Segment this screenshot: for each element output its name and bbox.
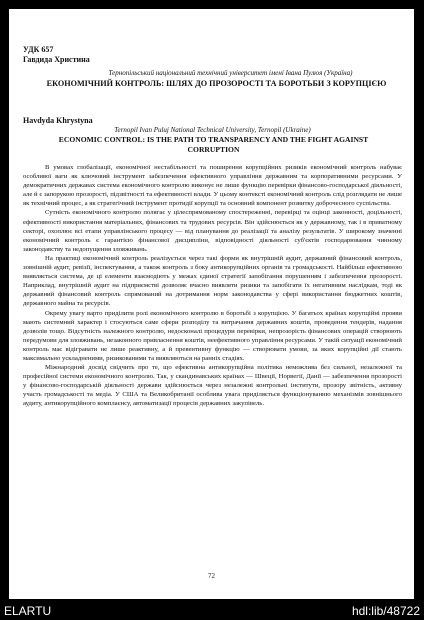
body-text	[23, 163, 402, 409]
paragraph: Окрему увагу варто приділити ролі економічного контролю в боротьбі з корупцією. У багатьох країнах корупційні прояви мають системний характер і стосуються саме сфери розподілу та витрачання державних коштів, проведення тендерів, надання дозволів тощо. Відсутність належного контролю, недосконалі процедури перевірки, непрозорість фінансових операцій створюють передумови для зловживань, незаконного привласнення коштів, неефективного управління ресурсами. У такій ситуації економічний контроль має відігравати не лише реактивну, а й превентивну функцію — створювати умови, за яких корупційні дії стають максимально ускладненими, ризикованими та виявляються на ранніх стадіях.	[23, 309, 402, 362]
paragraph: В умовах глобалізації, економічної нестабільності та поширення корупційних ризиків економічний контроль набуває особливої ваги як ключовий інструмент забезпечення ефективного управління державним та корпоративними ресурсами. У демократичних державах система економічного контролю виконує не лише функцію перевірки фінансово-господарської діяльності, але й є запорукою прозорості, підзвітності та ефективності влади. У цьому контексті економічний контроль слід розглядати не лише як технічний процес, а як стратегічний інструмент протидії корупції та основний компонент розвитку доброчесного суспільства.	[23, 164, 402, 208]
udk-code: УДК 657	[23, 45, 54, 54]
paragraph: Міжнародний досвід свідчить про те, що ефективна антикорупційна політика неможлива без сильної, незалежної та професійної системи економічного контролю. Так, у скандинавських країнах — Швеції, Норвегії, Данії — забезпечення прозорості у фінансово-господарській діяльності держави здійснюється через незалежні контрольні інститути, прозору звітність, активну участь громадськості та медіа. У США та Великобританії особлива увага приділяється функціонуванню механізмів зовнішнього аудиту, антикорупційного комплаєнсу, автоматизації процесів державних закупівель.	[23, 364, 402, 408]
paragraph: Сутність економічного контролю полягає у цілеспрямованому спостереженні, перевірці та оцінці законності, доцільності, ефективності використання матеріальних, фінансових та трудових ресурсів. Він здійснюється як у державному, так і в приватному секторі, охоплює всі етапи управлінського процесу — від планування до реалізації та аналізу результатів. У широкому значенні економічний контроль є гарантією фінансової дисципліни, відповідності діяльності суб'єктів господарювання чинному законодавству та недопущення зловживань.	[23, 209, 402, 253]
document-page	[9, 9, 414, 599]
affiliation-en: Ternopil Ivan Puluj National Technical University, Ternopil (Ukraine)	[114, 126, 311, 134]
footer-bar	[0, 600, 424, 620]
title-ua: ЕКОНОМІЧНИЙ КОНТРОЛЬ: ШЛЯХ ДО ПРОЗОРОСТІ ТА БОРОТЬБИ З КОРУПЦІЄЮ	[46, 79, 387, 88]
affiliation-ua: Тернопільський національний технічний університет імені Івана Пулюя (Україна)	[108, 69, 353, 77]
author-name-ua: Гавдида Христина	[23, 55, 90, 64]
author-name-en: Havdyda Khrystyna	[23, 116, 93, 125]
handle-id: hdl:lib/48722	[351, 604, 420, 618]
page-number: 72	[208, 572, 215, 580]
repository-name: ELARTU	[4, 604, 52, 618]
paragraph: На практиці економічний контроль реалізується через такі форми як внутрішній аудит, державний фінансовий контроль, зовнішній аудит, ревізії, інспектування, а також контроль з боку антикорупційних органів та громадськості. Найбільш ефективною виявляється система, де ці елементи взаємодіють у межах єдиної стратегії запобігання порушенням і забезпечення прозорості. Наприклад, внутрішній аудит на підприємстві дозволяє вчасно виявляти ризики та запобігати їх негативним наслідкам, тоді як державний фінансовий контроль спрямований на дотримання норм законодавства у сфері використання бюджетних коштів, державного майна та ресурсів.	[23, 254, 402, 308]
title-en: ECONOMIC CONTROL: IS THE PATH TO TRANSPARENCY AND THE FIGHT AGAINST CORRUPTION	[58, 135, 369, 154]
